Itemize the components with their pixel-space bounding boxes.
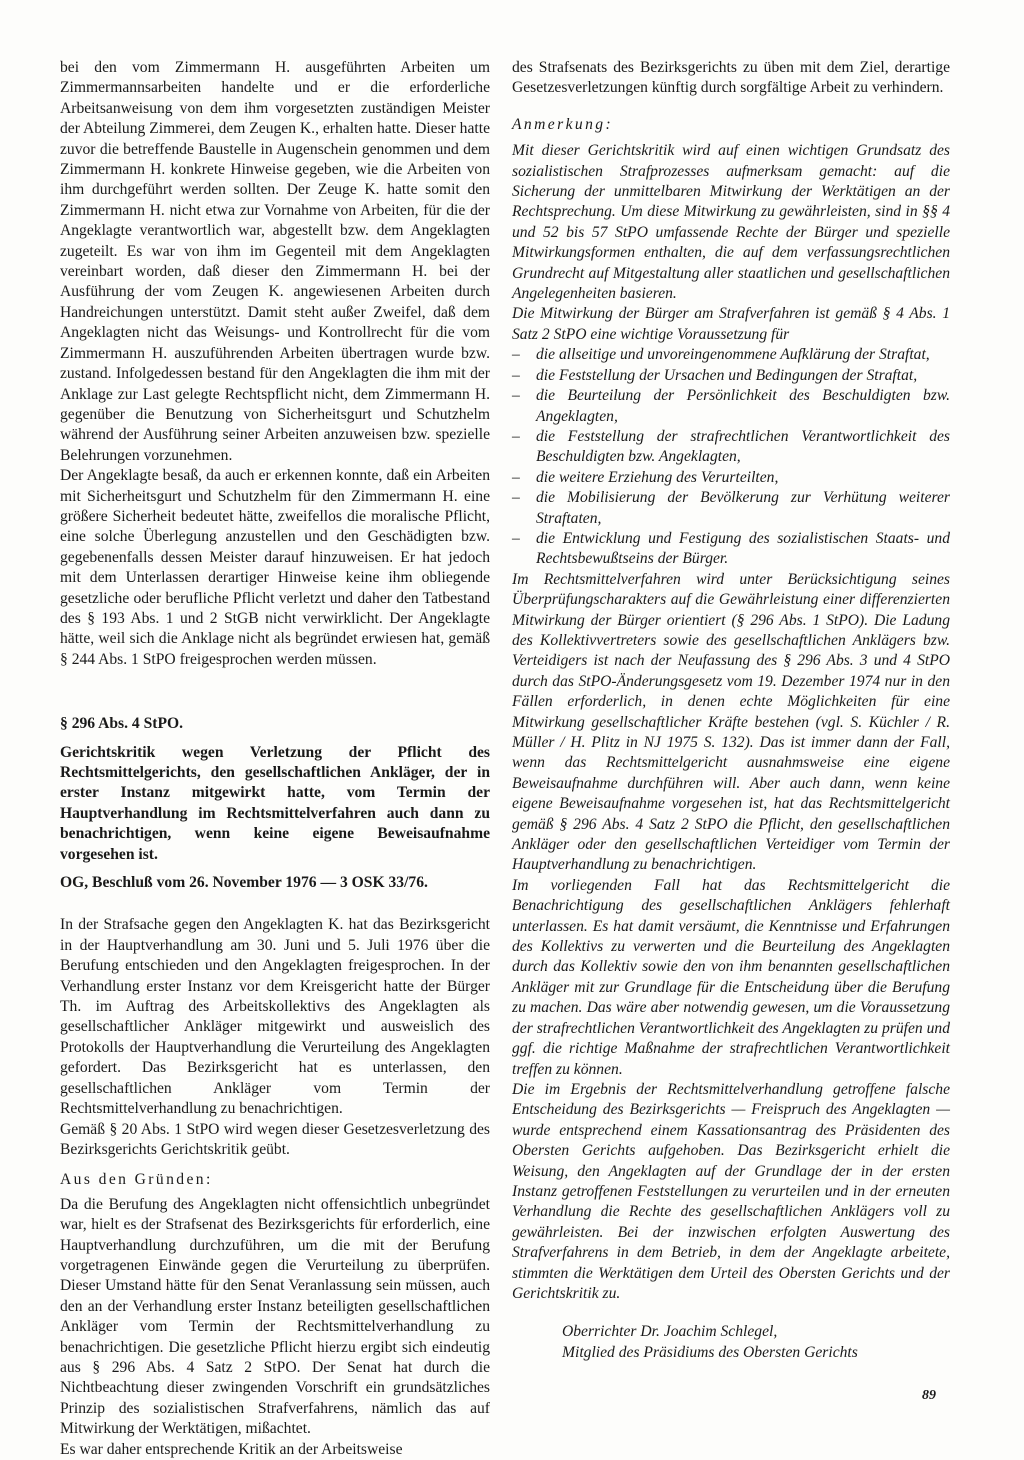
note-paragraph: Im Rechtsmittelverfahren wird unter Berücksichtigung seines Überprüfungscharakters auf die Gewährleistung einer differenzierten Mitwirkung der Bürger orientiert (§ 296 Abs. 1 StPO). Die Ladung des Kollektivvertreters sowie des gesellschaftlichen Anklägers bzw. Verteidigers ist nach der Neufassung des § 296 Abs. 3 und 4 StPO durch das StPO-Änderungsgesetz vom 19. Dezember 1974 nur in den Fällen erforderlich, in denen echte Möglichkeiten für eine Mitwirkung gesellschaftlicher Kräfte bestehen (vgl. S. Küchler / R. Müller / H. Plitz in NJ 1975 S. 132). Das ist immer dann der Fall, wenn das Rechtsmittelgericht ausnahmsweise eine eigene Beweisaufnahme durchführen will. Aber auch dann, wenn keine eigene Beweisaufnahme vorgesehen ist, hat das Rechtsmittelgericht gemäß § 296 Abs. 4 Satz 2 StPO die Pflicht, den gesellschaftlichen Ankläger oder den gesellschaftlichen Verteidiger vom Termin der Hauptverhandlung zu benachrichtigen. — [512, 570, 950, 874]
paragraph: In der Strafsache gegen den Angeklagten K. hat das Bezirksgericht in der Hauptverhandlung am 30. Juni und 5. Juli 1976 über die Berufung entschieden und den Angeklagten freigesprochen. In der Verhandlung erster Instanz vor dem Kreisgericht hatte der Bürger Th. im Auftrag des Arbeitskollektivs des Angeklagten als gesellschaftlicher Ankläger mitgewirkt und ausweislich des Protokolls der Hauptverhandlung die Verurteilung des Angeklagten gefordert. Das Bezirksgericht hat es unterlassen, den gesellschaftlichen Ankläger vom Termin der Rechtsmittelverhandlung zu benachrichtigen. — [60, 916, 490, 1118]
right-column — [512, 58, 950, 1363]
note-paragraph: Die im Ergebnis der Rechtsmittelverhandlung getroffene falsche Entscheidung des Bezirksgerichts — Freispruch des Angeklagten — wurde entsprechend einem Kassationsantrag des Präsidenten des Obersten Gerichts aufgehoben. Das Bezirksgericht erhielt die Weisung, den Angeklagten auf der Grundlage der in der ersten Instanz getroffenen Feststellungen zu verurteilen und in der erneuten Verhandlung die Rechte des gesellschaftlichen Anklägers voll zu gewährleisten. Bei der inzwischen erfolgten Auswertung des Strafverfahrens in dem Betrieb, in dem der Angeklagte arbeitete, stimmten die Werktätigen dem Urteil des Obersten Gerichts und der Gerichtskritik zu. — [512, 1080, 950, 1302]
reasons-heading: Aus den Gründen: — [60, 1171, 213, 1189]
list-item: – die Mobilisierung der Bevölkerung zur Verhütung weiterer Straftaten, — [512, 489, 950, 527]
paragraph: Der Angeklagte besaß, da auch er erkennen konnte, daß ein Arbeiten mit Sicherheitsgurt und Schutzhelm für den Zimmermann H. eine größere Sicherheit bedeutet hätte, zweifellos die moralische Pflicht, eine solche Überlegung anzustellen und den Geschädigten bzw. gegebenenfalls dessen Meister darauf hinzuweisen. Er hat jedoch mit dem Unterlassen derartiger Hinweise keine ihm obliegende gesetzliche oder berufliche Pflicht verletzt und daher den Tatbestand des § 193 Abs. 1 und 2 StGB nicht verwirklicht. Der Angeklagte hätte, weil sich die Anklage nicht als begründet erwiesen hat, gemäß § 244 Abs. 1 StPO freigesprochen werden müssen. — [60, 467, 490, 668]
note-paragraph: Im vorliegenden Fall hat das Rechtsmittelgericht die Benachrichtigung des gesellschaftlichen Anklägers fehlerhaft unterlassen. Es hat damit versäumt, die Kenntnisse und Erfahrungen des Kollektivs zu verwerten und die Beurteilung des Angeklagten durch das Kollektiv sowie den von ihm benannten gesellschaftlichen Ankläger mit zur Grundlage für die Entscheidung über die Berufung zu machen. Das wäre aber notwendig gewesen, um die Voraussetzung der strafrechtlichen Verantwortlichkeit des Angeklagten zu prüfen und ggf. die richtige Maßnahme der strafrechtlichen Verantwortlichkeit treffen zu können. — [512, 876, 950, 1078]
section-reference: § 296 Abs. 4 StPO. — [60, 715, 184, 733]
paragraph: des Strafsenats des Bezirksgerichts zu üben mit dem Ziel, derartige Gesetzesverletzungen künftig durch sorgfältige Arbeit zu verhindern. — [512, 59, 950, 97]
purpose-list — [512, 345, 950, 569]
list-item: – die Feststellung der strafrechtlichen Verantwortlichkeit des Beschuldigten bzw. Angeklagten, — [512, 427, 950, 466]
note-paragraph: Mit dieser Gerichtskritik wird auf einen wichtigen Grundsatz des sozialistischen Strafprozesses aufmerksam gemacht: auf die Sicherung der unmittelbaren Mitwirkung der Werktätigen an der Rechtsprechung. Um diese Mitwirkung zu gewährleisten, sind in §§ 4 und 52 bis 57 StPO umfassende Rechte der Bürger und spezielle Mitwirkungsformen enthalten, die auf dem verfassungsrechtlichen Grundrecht auf Mitgestaltung aller staatlichen und gesellschaftlichen Angelegenheiten basieren. — [512, 142, 950, 303]
signature-name: Oberrichter Dr. Joachim Schlegel, — [562, 1323, 778, 1341]
signature-title: Mitglied des Präsidiums des Obersten Gerichts — [562, 1343, 858, 1361]
list-item: – die allseitige und unvoreingenommene Aufklärung der Straftat, — [512, 346, 930, 364]
paragraph: Da die Berufung des Angeklagten nicht offensichtlich unbegründet war, hielt es der Strafsenat des Bezirksgerichts für erforderlich, eine Hauptverhandlung durchzuführen, um die mit der Berufung vorgetragenen Einwände gegen die Verurteilung zu überprüfen. Dieser Umstand hätte für den Senat Veranlassung sein müssen, auch den an der Verhandlung erster Instanz beteiligten gesellschaftlichen Ankläger vom Termin der Rechtsmittelverhandlung zu benachrichtigen. Die gesetzliche Pflicht hierzu ergibt sich eindeutig aus § 296 Abs. 4 Satz 2 StPO. Der Senat hat durch die Nichtbeachtung dieser zwingenden Vorschrift ein grundsätzliches Prinzip des sozialistischen Strafverfahrens, nämlich das auf Mitwirkung der Werktätigen, mißachtet. — [60, 1195, 490, 1438]
list-item: – die Entwicklung und Festigung des sozialistischen Staats- und Rechtsbewußtseins der Bürger. — [512, 529, 950, 568]
headnote: Gerichtskritik wegen Verletzung der Pflicht des Rechtsmittelgerichts, den gesellschaftlichen Ankläger, der in erster Instanz mitgewirkt hatte, vom Termin der Hauptverhandlung im Rechtsmittelverfahren auch dann zu benachrichtigen, wenn keine eigene Beweisaufnahme vorgesehen ist. — [60, 743, 490, 863]
page-number: 89 — [922, 1388, 936, 1403]
note-heading: Anmerkung: — [512, 115, 614, 133]
court-citation: OG, Beschluß vom 26. November 1976 — 3 OSK 33/76. — [60, 874, 428, 892]
list-item: – die Feststellung der Ursachen und Bedingungen der Straftat, — [512, 366, 918, 384]
paragraph: Es war daher entsprechende Kritik an der Arbeitsweise — [60, 1440, 403, 1458]
note-paragraph: Die Mitwirkung der Bürger am Strafverfahren ist gemäß § 4 Abs. 1 Satz 2 StPO eine wichtige Voraussetzung für — [512, 305, 950, 343]
left-column — [60, 58, 490, 1460]
paragraph: Gemäß § 20 Abs. 1 StPO wird wegen dieser Gesetzesverletzung des Bezirksgerichts Gerichtskritik geübt. — [60, 1120, 490, 1158]
list-item: – die weitere Erziehung des Verurteilten, — [512, 468, 779, 486]
paragraph: bei den vom Zimmermann H. ausgeführten Arbeiten um Zimmermannsarbeiten handelte und er die erforderliche Arbeitsanweisung von dem ihm vorgesetzten zuständigen Meister der Abteilung Zimmerei, dem Zeugen K., erhalten hatte. Dieser hatte zuvor die betreffende Baustelle in Augenschein genommen und dem Zimmermann H. konkrete Hinweise gegeben, wie die Arbeiten von ihm durchgeführt werden sollten. Der Zeuge K. hatte somit den Zimmermann H. nicht etwa zur Vornahme von Arbeiten, für die der Angeklagte verantwortlich war, abgestellt bzw. dem Angeklagten zugeteilt. Es war von ihm im Gegenteil mit dem Angeklagten vereinbart worden, daß dieser den Zimmermann H. bei der Ausführung der vom Zeugen K. angewiesenen Arbeiten durch Handreichungen unterstützt. Damit steht außer Zweifel, daß dem Angeklagten nicht das Weisungs- und Kontrollrecht für die vom Zimmermann H. auszuführenden Arbeiten übertragen wurde bzw. zustand. Infolgedessen bestand für den Angeklagten die ihm mit der Anklage zur Last gelegte Rechtspflicht nicht, dem Zimmermann H. gegenüber die Benutzung von Sicherheitsgurt und Schutzhelm während der Ausführung seiner Arbeiten anzuweisen bzw. spezielle Belehrungen vorzunehmen. — [60, 59, 490, 464]
list-item: – die Beurteilung der Persönlichkeit des Beschuldigten bzw. Angeklagten, — [512, 387, 950, 425]
